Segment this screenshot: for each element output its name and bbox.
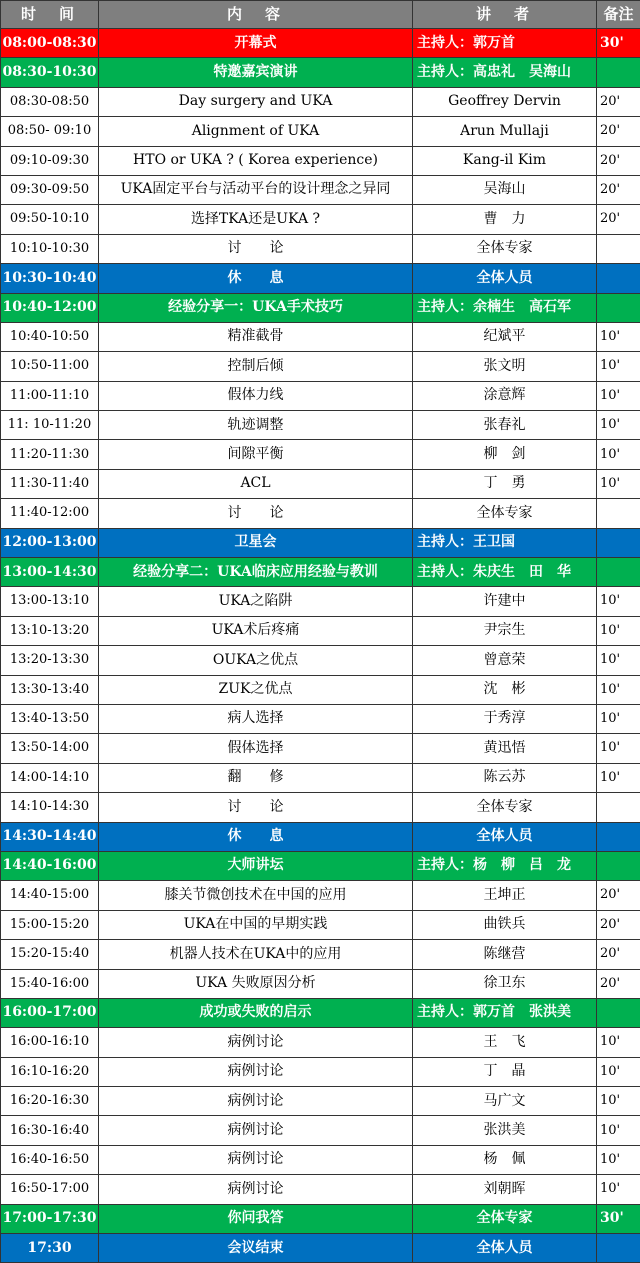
- note-cell: 20': [597, 117, 640, 146]
- speaker-cell: 许建中: [413, 587, 597, 616]
- note-cell: [597, 558, 640, 587]
- session-header-row: [1, 293, 640, 322]
- time-cell: 16:30-16:40: [1, 1116, 99, 1145]
- content-cell: Alignment of UKA: [99, 117, 413, 146]
- time-cell: 08:00-08:30: [1, 29, 99, 58]
- note-cell: [597, 58, 640, 87]
- speaker-cell: Arun Mullaji: [413, 117, 597, 146]
- time-cell: 10:10-10:30: [1, 234, 99, 263]
- note-cell: 10': [597, 704, 640, 733]
- note-cell: [597, 499, 640, 528]
- agenda-row: [1, 469, 640, 498]
- speaker-cell: 陈云苏: [413, 763, 597, 792]
- agenda-row: [1, 704, 640, 733]
- note-cell: [597, 793, 640, 822]
- note-cell: 10': [597, 352, 640, 381]
- content-cell: UKA 失败原因分析: [99, 969, 413, 998]
- speaker-cell: 杨 佩: [413, 1145, 597, 1174]
- time-cell: 13:40-13:50: [1, 704, 99, 733]
- content-cell: 开幕式: [99, 29, 413, 58]
- content-cell: 翻 修: [99, 763, 413, 792]
- break-row: [1, 264, 640, 293]
- note-cell: [597, 822, 640, 851]
- time-cell: 14:00-14:10: [1, 763, 99, 792]
- content-cell: 病例讨论: [99, 1175, 413, 1204]
- note-cell: 20': [597, 881, 640, 910]
- agenda-row: [1, 352, 640, 381]
- speaker-cell: Geoffrey Dervin: [413, 87, 597, 116]
- content-cell: 机器人技术在UKA中的应用: [99, 940, 413, 969]
- note-cell: [597, 851, 640, 880]
- content-cell: 假体选择: [99, 734, 413, 763]
- note-cell: 10': [597, 646, 640, 675]
- time-cell: 11:20-11:30: [1, 440, 99, 469]
- header-content: 内 容: [99, 1, 413, 29]
- agenda-row: [1, 175, 640, 204]
- agenda-row: [1, 616, 640, 645]
- time-cell: 10:50-11:00: [1, 352, 99, 381]
- note-cell: [597, 264, 640, 293]
- agenda-row: [1, 1087, 640, 1116]
- note-cell: 10': [597, 734, 640, 763]
- note-cell: 10': [597, 1116, 640, 1145]
- speaker-cell: 全体人员: [413, 1234, 597, 1263]
- time-cell: 08:30-10:30: [1, 58, 99, 87]
- agenda-row: [1, 1057, 640, 1086]
- note-cell: 10': [597, 616, 640, 645]
- time-cell: 17:30: [1, 1234, 99, 1263]
- speaker-cell: 纪斌平: [413, 322, 597, 351]
- note-cell: 30': [597, 1204, 640, 1233]
- content-cell: 讨 论: [99, 793, 413, 822]
- agenda-row: [1, 205, 640, 234]
- agenda-row: [1, 1116, 640, 1145]
- content-cell: 选择TKA还是UKA ?: [99, 205, 413, 234]
- agenda-row: [1, 1175, 640, 1204]
- speaker-cell: 主持人：朱庆生 田 华: [413, 558, 597, 587]
- time-cell: 09:50-10:10: [1, 205, 99, 234]
- session-header-row: [1, 998, 640, 1027]
- note-cell: 10': [597, 1028, 640, 1057]
- note-cell: [597, 998, 640, 1027]
- speaker-cell: 主持人：高忠礼 吴海山: [413, 58, 597, 87]
- note-cell: 10': [597, 675, 640, 704]
- content-cell: 休 息: [99, 822, 413, 851]
- agenda-row: [1, 1145, 640, 1174]
- time-cell: 09:10-09:30: [1, 146, 99, 175]
- content-cell: 病例讨论: [99, 1145, 413, 1174]
- content-cell: UKA术后疼痛: [99, 616, 413, 645]
- content-cell: 你问我答: [99, 1204, 413, 1233]
- content-cell: 卫星会: [99, 528, 413, 557]
- time-cell: 16:50-17:00: [1, 1175, 99, 1204]
- agenda-row: [1, 1028, 640, 1057]
- speaker-cell: 张文明: [413, 352, 597, 381]
- content-cell: 讨 论: [99, 499, 413, 528]
- content-cell: 病例讨论: [99, 1057, 413, 1086]
- speaker-cell: 张春礼: [413, 411, 597, 440]
- note-cell: 10': [597, 381, 640, 410]
- time-cell: 13:10-13:20: [1, 616, 99, 645]
- speaker-cell: 于秀淳: [413, 704, 597, 733]
- agenda-row: [1, 117, 640, 146]
- agenda-row: [1, 322, 640, 351]
- time-cell: 11:00-11:10: [1, 381, 99, 410]
- header-row: [1, 1, 640, 29]
- speaker-cell: 全体人员: [413, 264, 597, 293]
- note-cell: [597, 528, 640, 557]
- note-cell: 10': [597, 1175, 640, 1204]
- speaker-cell: 张洪美: [413, 1116, 597, 1145]
- speaker-cell: 主持人：余楠生 高石军: [413, 293, 597, 322]
- speaker-cell: 涂意辉: [413, 381, 597, 410]
- content-cell: 膝关节微创技术在中国的应用: [99, 881, 413, 910]
- speaker-cell: 沈 彬: [413, 675, 597, 704]
- time-cell: 13:20-13:30: [1, 646, 99, 675]
- agenda-row: [1, 381, 640, 410]
- content-cell: 精准截骨: [99, 322, 413, 351]
- time-cell: 08:30-08:50: [1, 87, 99, 116]
- content-cell: 病例讨论: [99, 1087, 413, 1116]
- session-header-row: [1, 851, 640, 880]
- content-cell: 轨迹调整: [99, 411, 413, 440]
- time-cell: 09:30-09:50: [1, 175, 99, 204]
- agenda-row: [1, 587, 640, 616]
- content-cell: 控制后倾: [99, 352, 413, 381]
- header-speaker: 讲 者: [413, 1, 597, 29]
- content-cell: 经验分享二：UKA临床应用经验与教训: [99, 558, 413, 587]
- time-cell: 13:00-14:30: [1, 558, 99, 587]
- header-note: 备注: [597, 1, 640, 29]
- session-header-row: [1, 1204, 640, 1233]
- speaker-cell: 丁 晶: [413, 1057, 597, 1086]
- note-cell: 20': [597, 175, 640, 204]
- content-cell: 病人选择: [99, 704, 413, 733]
- speaker-cell: 全体人员: [413, 822, 597, 851]
- note-cell: 30': [597, 29, 640, 58]
- agenda-row: [1, 734, 640, 763]
- time-cell: 12:00-13:00: [1, 528, 99, 557]
- agenda-row: [1, 146, 640, 175]
- note-cell: 10': [597, 763, 640, 792]
- note-cell: 20': [597, 940, 640, 969]
- agenda-row: [1, 440, 640, 469]
- note-cell: 20': [597, 205, 640, 234]
- agenda-row: [1, 881, 640, 910]
- speaker-cell: 陈继营: [413, 940, 597, 969]
- opening-row: [1, 29, 640, 58]
- agenda-row: [1, 87, 640, 116]
- note-cell: [597, 234, 640, 263]
- agenda-row: [1, 910, 640, 939]
- note-cell: 10': [597, 587, 640, 616]
- speaker-cell: 刘朝晖: [413, 1175, 597, 1204]
- content-cell: 会议结束: [99, 1234, 413, 1263]
- time-cell: 14:40-16:00: [1, 851, 99, 880]
- speaker-cell: 王 飞: [413, 1028, 597, 1057]
- agenda-row: [1, 234, 640, 263]
- content-cell: 假体力线: [99, 381, 413, 410]
- time-cell: 13:30-13:40: [1, 675, 99, 704]
- speaker-cell: 主持人：杨 柳 吕 龙: [413, 851, 597, 880]
- note-cell: 10': [597, 1087, 640, 1116]
- speaker-cell: 全体专家: [413, 499, 597, 528]
- note-cell: 10': [597, 411, 640, 440]
- agenda-row: [1, 763, 640, 792]
- time-cell: 11:30-11:40: [1, 469, 99, 498]
- speaker-cell: 主持人：郭万首 张洪美: [413, 998, 597, 1027]
- time-cell: 16:00-16:10: [1, 1028, 99, 1057]
- speaker-cell: 丁 勇: [413, 469, 597, 498]
- break-row: [1, 528, 640, 557]
- content-cell: UKA之陷阱: [99, 587, 413, 616]
- note-cell: 10': [597, 322, 640, 351]
- speaker-cell: 主持人：郭万首: [413, 29, 597, 58]
- time-cell: 16:00-17:00: [1, 998, 99, 1027]
- break-row: [1, 822, 640, 851]
- note-cell: 20': [597, 87, 640, 116]
- time-cell: 15:40-16:00: [1, 969, 99, 998]
- content-cell: 经验分享一：UKA手术技巧: [99, 293, 413, 322]
- content-cell: UKA固定平台与活动平台的设计理念之异同: [99, 175, 413, 204]
- time-cell: 15:20-15:40: [1, 940, 99, 969]
- note-cell: 10': [597, 469, 640, 498]
- agenda-row: [1, 940, 640, 969]
- time-cell: 14:10-14:30: [1, 793, 99, 822]
- content-cell: ZUK之优点: [99, 675, 413, 704]
- speaker-cell: 柳 剑: [413, 440, 597, 469]
- speaker-cell: Kang-il Kim: [413, 146, 597, 175]
- speaker-cell: 吴海山: [413, 175, 597, 204]
- speaker-cell: 尹宗生: [413, 616, 597, 645]
- speaker-cell: 全体专家: [413, 793, 597, 822]
- time-cell: 10:30-10:40: [1, 264, 99, 293]
- content-cell: 病例讨论: [99, 1116, 413, 1145]
- time-cell: 11:40-12:00: [1, 499, 99, 528]
- speaker-cell: 徐卫东: [413, 969, 597, 998]
- content-cell: 病例讨论: [99, 1028, 413, 1057]
- speaker-cell: 全体专家: [413, 1204, 597, 1233]
- note-cell: 10': [597, 1145, 640, 1174]
- time-cell: 11: 10-11:20: [1, 411, 99, 440]
- speaker-cell: 曹 力: [413, 205, 597, 234]
- content-cell: 讨 论: [99, 234, 413, 263]
- speaker-cell: 全体专家: [413, 234, 597, 263]
- time-cell: 10:40-10:50: [1, 322, 99, 351]
- content-cell: 间隙平衡: [99, 440, 413, 469]
- speaker-cell: 马广文: [413, 1087, 597, 1116]
- note-cell: [597, 1234, 640, 1263]
- note-cell: 20': [597, 969, 640, 998]
- agenda-body: [1, 29, 640, 1263]
- time-cell: 13:00-13:10: [1, 587, 99, 616]
- time-cell: 14:40-15:00: [1, 881, 99, 910]
- content-cell: OUKA之优点: [99, 646, 413, 675]
- time-cell: 15:00-15:20: [1, 910, 99, 939]
- agenda-row: [1, 646, 640, 675]
- time-cell: 08:50- 09:10: [1, 117, 99, 146]
- note-cell: 20': [597, 910, 640, 939]
- session-header-row: [1, 58, 640, 87]
- speaker-cell: 王坤正: [413, 881, 597, 910]
- time-cell: 17:00-17:30: [1, 1204, 99, 1233]
- speaker-cell: 主持人：王卫国: [413, 528, 597, 557]
- time-cell: 16:20-16:30: [1, 1087, 99, 1116]
- content-cell: HTO or UKA ? ( Korea experience): [99, 146, 413, 175]
- content-cell: ACL: [99, 469, 413, 498]
- note-cell: 10': [597, 440, 640, 469]
- time-cell: 14:30-14:40: [1, 822, 99, 851]
- note-cell: 10': [597, 1057, 640, 1086]
- note-cell: 20': [597, 146, 640, 175]
- time-cell: 16:10-16:20: [1, 1057, 99, 1086]
- agenda-row: [1, 499, 640, 528]
- agenda-row: [1, 969, 640, 998]
- agenda-row: [1, 411, 640, 440]
- content-cell: Day surgery and UKA: [99, 87, 413, 116]
- content-cell: 特邀嘉宾演讲: [99, 58, 413, 87]
- speaker-cell: 黄迅悟: [413, 734, 597, 763]
- content-cell: 大师讲坛: [99, 851, 413, 880]
- header-time: 时 间: [1, 1, 99, 29]
- agenda-row: [1, 793, 640, 822]
- time-cell: 10:40-12:00: [1, 293, 99, 322]
- session-header-row: [1, 558, 640, 587]
- content-cell: UKA在中国的早期实践: [99, 910, 413, 939]
- time-cell: 13:50-14:00: [1, 734, 99, 763]
- agenda-row: [1, 675, 640, 704]
- break-row: [1, 1234, 640, 1263]
- content-cell: 休 息: [99, 264, 413, 293]
- content-cell: 成功或失败的启示: [99, 998, 413, 1027]
- time-cell: 16:40-16:50: [1, 1145, 99, 1174]
- speaker-cell: 曲铁兵: [413, 910, 597, 939]
- note-cell: [597, 293, 640, 322]
- speaker-cell: 曾意荣: [413, 646, 597, 675]
